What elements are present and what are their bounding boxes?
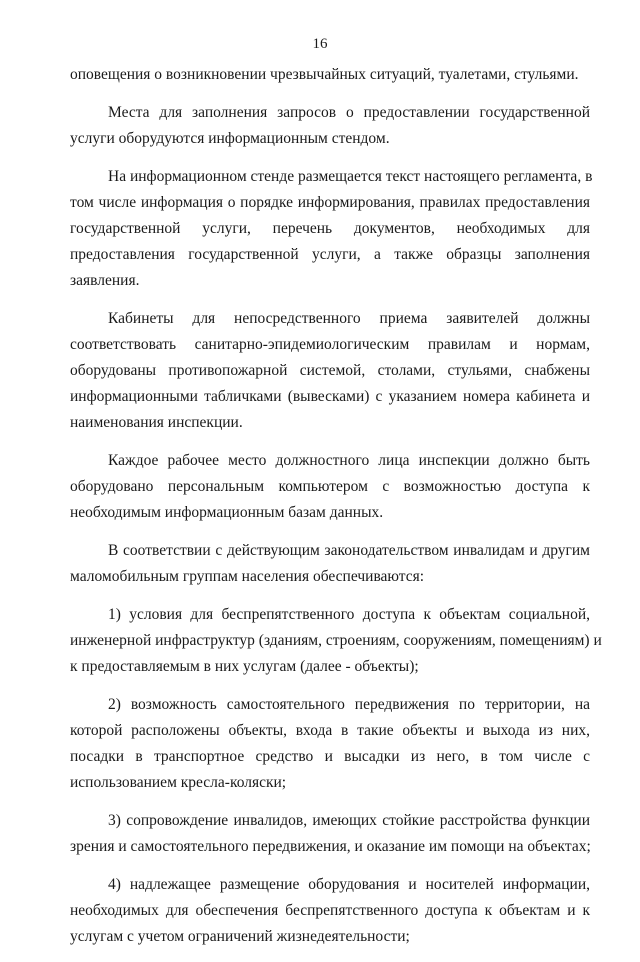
text-line: инженерной инфраструктур (зданиям, строениям, сооружениям, помещениям) и: [70, 632, 602, 649]
paragraph: [70, 306, 590, 436]
text-line: услуги оборудуются информационным стендом.: [70, 130, 390, 147]
text-line: наименования инспекции.: [70, 414, 243, 431]
paragraph: [70, 100, 590, 152]
text-line: к предоставляемым в них услугам (далее - объекты);: [70, 658, 419, 675]
text-line: оборудовано персональным компьютером с возможностью доступа к: [70, 478, 590, 495]
paragraph: [70, 808, 590, 860]
paragraph: [70, 692, 590, 796]
text-line: Кабинеты для непосредственного приема заявителей должны: [108, 310, 590, 327]
page-number: 16: [312, 36, 328, 52]
text-line: Места для заполнения запросов о предоставлении государственной: [108, 104, 590, 121]
text-line: 4) надлежащее размещение оборудования и носителей информации,: [108, 876, 590, 893]
text-line: 3) сопровождение инвалидов, имеющих стойкие расстройства функции: [108, 812, 590, 829]
text-line: которой расположены объекты, входа в такие объекты и выхода из них,: [70, 722, 590, 739]
text-line: услугам с учетом ограничений жизнедеятельности;: [70, 928, 410, 945]
paragraph: [70, 602, 602, 680]
document-body: [70, 62, 602, 962]
text-line: зрения и самостоятельного передвижения, и оказание им помощи на объектах;: [70, 838, 591, 855]
text-line: необходимым информационным базам данных.: [70, 504, 384, 521]
text-line: соответствовать санитарно-эпидемиологическим правилам и нормам,: [70, 336, 590, 353]
text-line: посадки в транспортное средство и высадки из него, в том числе с: [70, 748, 590, 765]
text-line: информационными табличками (вывесками) с указанием номера кабинета и: [70, 388, 590, 405]
paragraph: [70, 164, 593, 294]
paragraph: [70, 872, 590, 950]
text-line: том числе информация о порядке информирования, правилах предоставления: [70, 194, 590, 211]
paragraph: [70, 62, 590, 88]
text-line: использованием кресла-коляски;: [70, 774, 287, 791]
text-line: маломобильным группам населения обеспечиваются:: [70, 568, 425, 585]
text-line: предоставления государственной услуги, а также образцы заполнения: [70, 246, 590, 263]
text-line: Каждое рабочее место должностного лица инспекции должно быть: [108, 452, 590, 469]
text-line: оборудованы противопожарной системой, столами, стульями, снабжены: [70, 362, 590, 379]
text-line: 1) условия для беспрепятственного доступа к объектам социальной,: [108, 606, 590, 623]
paragraph: [70, 538, 590, 590]
text-line: заявления.: [70, 272, 140, 289]
text-line: государственной услуги, перечень документов, необходимых для: [70, 220, 590, 237]
text-line: В соответствии с действующим законодательством инвалидам и другим: [108, 542, 590, 559]
text-line: На информационном стенде размещается текст настоящего регламента, в: [108, 168, 593, 185]
text-line: необходимых для обеспечения беспрепятственного доступа к объектам и к: [70, 902, 590, 919]
text-line: 2) возможность самостоятельного передвижения по территории, на: [108, 696, 590, 713]
text-line: оповещения о возникновении чрезвычайных ситуаций, туалетами, стульями.: [70, 66, 579, 83]
paragraph: [70, 448, 590, 526]
